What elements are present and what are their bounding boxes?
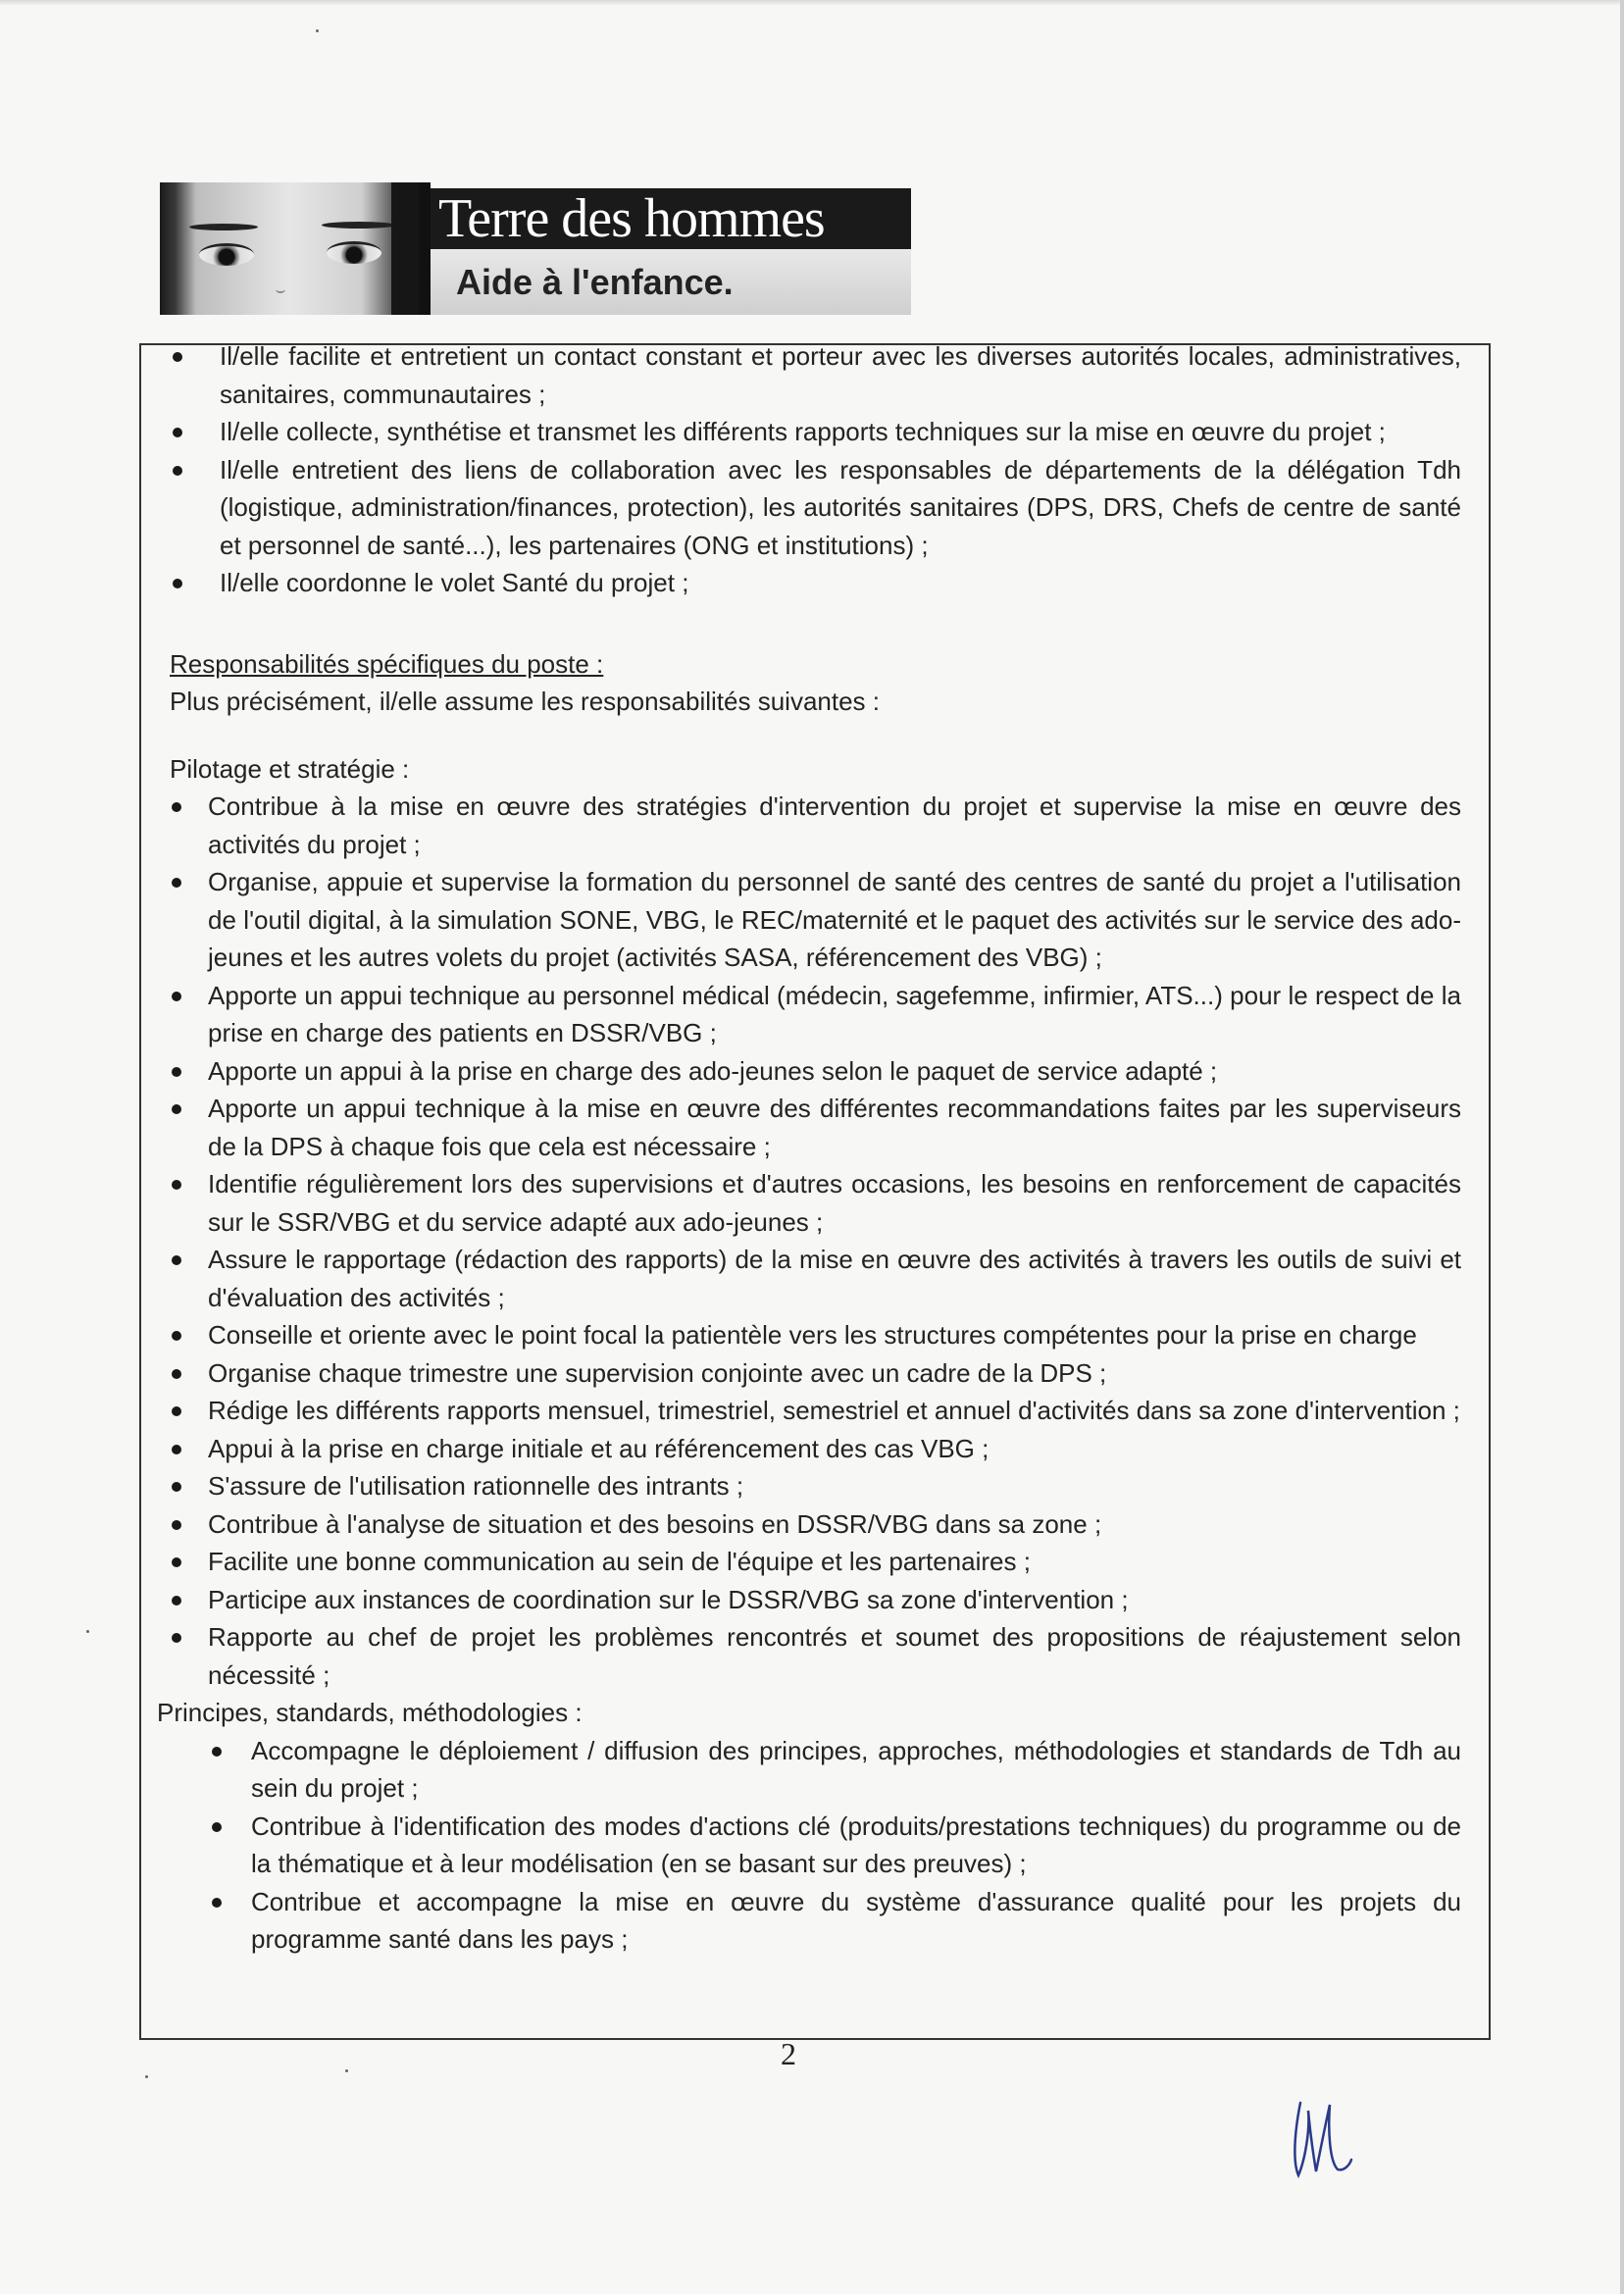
tdh-logo bbox=[160, 182, 911, 320]
scan-speck bbox=[316, 29, 319, 32]
list-item: Il/elle coordonne le volet Santé du projet ; bbox=[157, 564, 1461, 602]
list-item: Il/elle entretient des liens de collaboration avec les responsables de départements de la délégation Tdh (logistique, administration/finances, protection), les autorités sanitaires (DPS, DRS, Chefs de centre de santé et personnel de santé...), les partenaires (ONG et institutions) ; bbox=[157, 451, 1461, 565]
logo-divider bbox=[419, 182, 431, 315]
scan-speck bbox=[86, 1630, 89, 1633]
page-number: 2 bbox=[781, 2036, 796, 2071]
intro-list bbox=[157, 337, 1461, 602]
scan-speck bbox=[145, 2075, 148, 2078]
list-item: Rédige les différents rapports mensuel, trimestriel, semestriel et annuel d'activités dans sa zone d'intervention ; bbox=[157, 1392, 1461, 1430]
list-item: Apporte un appui technique à la mise en œuvre des différentes recommandations faites par les superviseurs de la DPS à chaque fois que cela est nécessaire ; bbox=[157, 1090, 1461, 1165]
scan-edge-top bbox=[0, 0, 1624, 6]
logo-subtitle: Aide à l'enfance. bbox=[431, 249, 911, 315]
responsibilities-heading: Responsabilités spécifiques du poste : bbox=[170, 648, 604, 679]
list-item: Accompagne le déploiement / diffusion des principes, approches, méthodologies et standards de Tdh au sein du projet ; bbox=[157, 1732, 1461, 1808]
list-item: Participe aux instances de coordination sur le DSSR/VBG sa zone d'intervention ; bbox=[157, 1581, 1461, 1619]
list-item: Conseille et oriente avec le point focal la patientèle vers les structures compétentes pour la prise en charge bbox=[157, 1316, 1461, 1354]
list-item: Apporte un appui à la prise en charge des ado-jeunes selon le paquet de service adapté ; bbox=[157, 1052, 1461, 1091]
list-item: Contribue à l'analyse de situation et des besoins en DSSR/VBG dans sa zone ; bbox=[157, 1505, 1461, 1544]
child-eyes-photo bbox=[160, 182, 419, 315]
scan-speck bbox=[345, 2069, 348, 2072]
responsibilities-intro: Plus précisément, il/elle assume les responsabilités suivantes : bbox=[170, 687, 881, 716]
list-item: Contribue et accompagne la mise en œuvre du système d'assurance qualité pour les projets du programme santé dans les pays ; bbox=[157, 1883, 1461, 1959]
pilotage-heading: Pilotage et stratégie : bbox=[170, 753, 410, 784]
principes-heading: Principes, standards, méthodologies : bbox=[157, 1698, 583, 1727]
list-item: Il/elle collecte, synthétise et transmet les différents rapports techniques sur la mise en œuvre du projet ; bbox=[157, 413, 1461, 451]
handwritten-initials bbox=[1287, 2093, 1355, 2181]
list-item: Identifie régulièrement lors des supervisions et d'autres occasions, les besoins en renforcement de capacités sur le SSR/VBG et du service adapté aux ado-jeunes ; bbox=[157, 1165, 1461, 1241]
list-item: Assure le rapportage (rédaction des rapports) de la mise en œuvre des activités à travers les outils de suivi et d'évaluation des activités ; bbox=[157, 1241, 1461, 1316]
list-item: Contribue à l'identification des modes d'actions clé (produits/prestations techniques) du programme ou de la thématique et à leur modélisation (en se basant sur des preuves) ; bbox=[157, 1808, 1461, 1883]
logo-title: Terre des hommes bbox=[431, 188, 911, 249]
list-item: Facilite une bonne communication au sein de l'équipe et les partenaires ; bbox=[157, 1543, 1461, 1581]
list-item: S'assure de l'utilisation rationnelle des intrants ; bbox=[157, 1467, 1461, 1505]
pilotage-list bbox=[157, 788, 1461, 1694]
principes-list bbox=[157, 1732, 1461, 1959]
list-item: Appui à la prise en charge initiale et au référencement des cas VBG ; bbox=[157, 1430, 1461, 1468]
list-item: Organise, appuie et supervise la formation du personnel de santé des centres de santé du projet a l'utilisation de l'outil digital, à la simulation SONE, VBG, le REC/maternité et le paquet des activités sur le service des ado-jeunes et les autres volets du projet (activités SASA, référencement des VBG) ; bbox=[157, 863, 1461, 977]
document-body bbox=[157, 337, 1461, 1959]
list-item: Contribue à la mise en œuvre des stratégies d'intervention du projet et supervise la mise en œuvre des activités du projet ; bbox=[157, 788, 1461, 863]
list-item: Apporte un appui technique au personnel médical (médecin, sagefemme, infirmier, ATS...) pour le respect de la prise en charge des patients en DSSR/VBG ; bbox=[157, 977, 1461, 1052]
scan-edge-right bbox=[1620, 0, 1624, 2294]
list-item: Organise chaque trimestre une supervision conjointe avec un cadre de la DPS ; bbox=[157, 1354, 1461, 1393]
list-item: Rapporte au chef de projet les problèmes rencontrés et soumet des propositions de réajustement selon nécessité ; bbox=[157, 1618, 1461, 1694]
list-item: Il/elle facilite et entretient un contact constant et porteur avec les diverses autorités locales, administratives, sanitaires, communautaires ; bbox=[157, 337, 1461, 413]
